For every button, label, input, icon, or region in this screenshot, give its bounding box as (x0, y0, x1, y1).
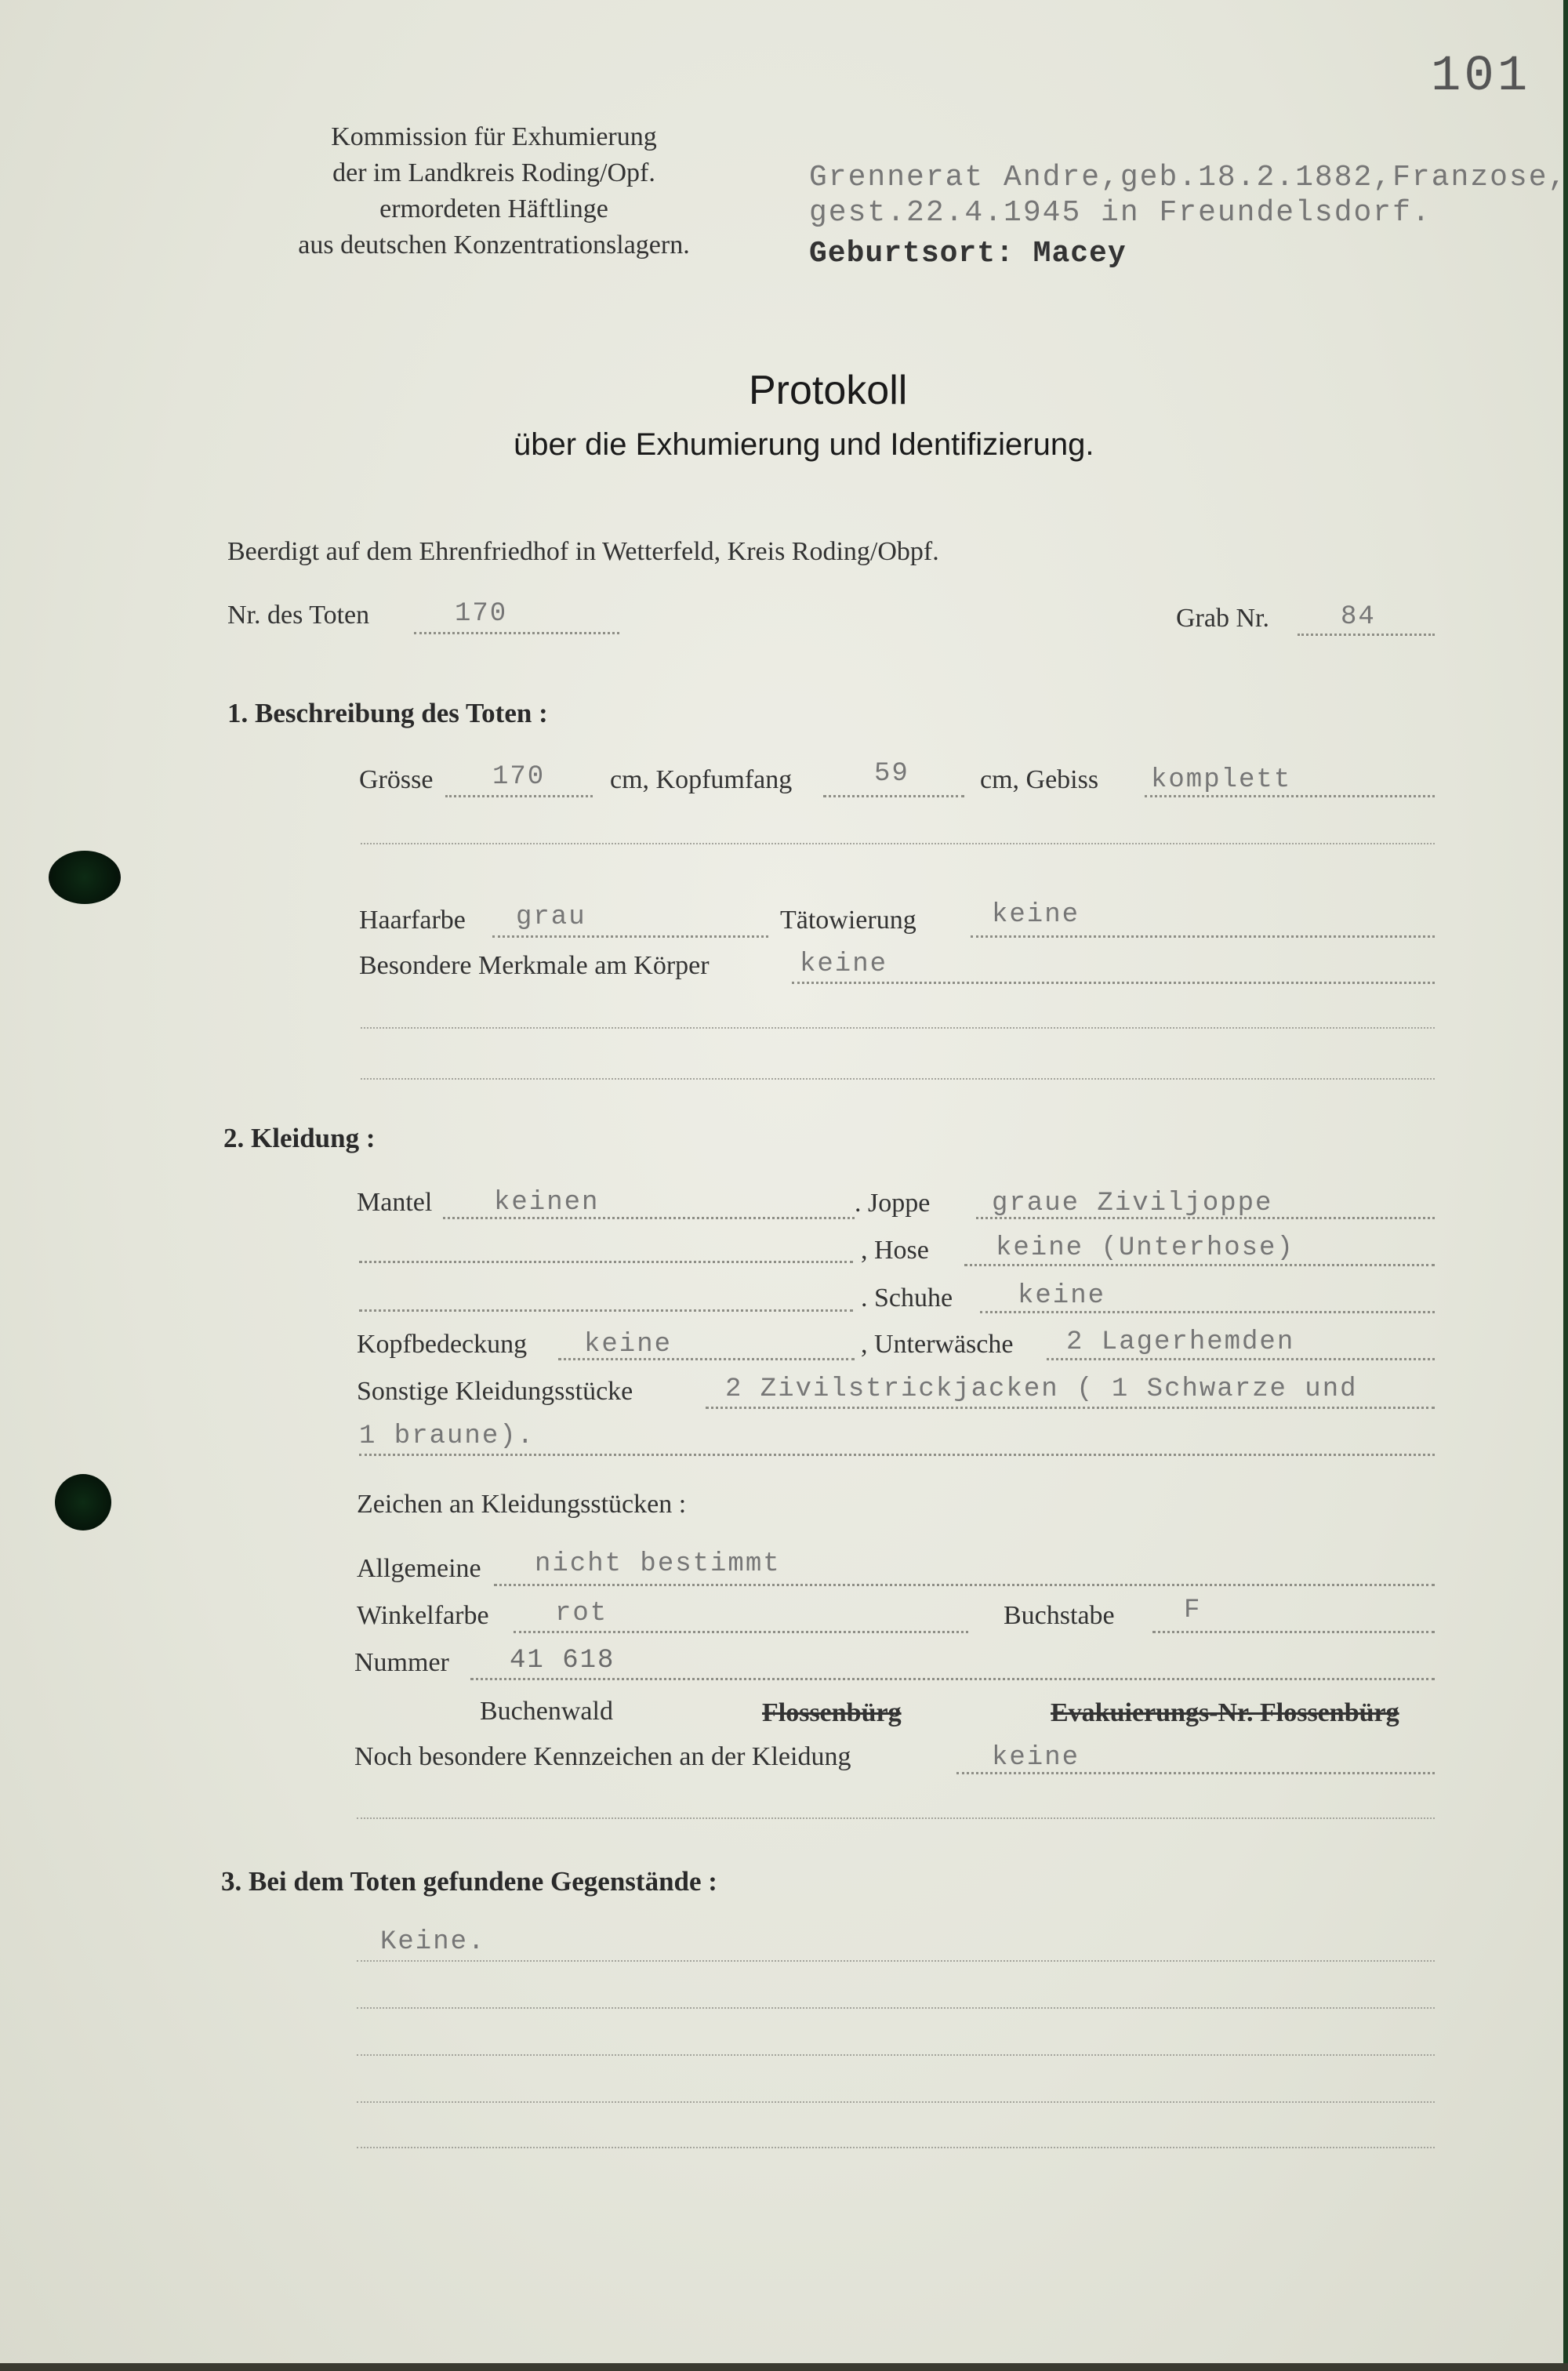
grab-nr-value: 84 (1341, 602, 1376, 632)
kopfumfang-label: cm, Kopfumfang (610, 765, 793, 794)
groesse-value: 170 (492, 762, 546, 792)
commission-line-1: Kommission für Exhumierung (331, 122, 657, 151)
grab-nr-line (1298, 634, 1435, 636)
buchenwald-label: Buchenwald (480, 1697, 613, 1726)
page-edge-bottom (0, 2363, 1568, 2371)
hose-label: , Hose (861, 1236, 929, 1265)
buchstabe-label: Buchstabe (1004, 1601, 1115, 1630)
kopfbedeckung-value: keine (584, 1330, 673, 1360)
flossenbuerg-label: Flossenbürg (762, 1698, 902, 1727)
besondere-value: keine (992, 1743, 1080, 1773)
schuhe-value: keine (1018, 1281, 1106, 1311)
gebiss-label: cm, Gebiss (980, 765, 1099, 794)
merkmale-value: keine (800, 949, 888, 979)
zeichen-heading: Zeichen an Kleidungsstücken : (357, 1490, 687, 1519)
items-line-5 (357, 2147, 1435, 2148)
nr-des-toten-label: Nr. des Toten (227, 601, 370, 630)
section-3-heading: 3. Bei dem Toten gefundene Gegenstände : (221, 1866, 717, 1897)
blank-line (357, 1817, 1435, 1819)
groesse-label: Grösse (359, 765, 434, 794)
hose-left-line (359, 1261, 853, 1263)
joppe-value: graue Ziviljoppe (992, 1189, 1273, 1218)
schuhe-line (980, 1311, 1435, 1313)
nummer-label: Nummer (354, 1648, 449, 1677)
evakuierung-label: Evakuierungs-Nr. Flossenbürg (1051, 1698, 1399, 1727)
commission-line-4: aus deutschen Konzentrationslagern. (298, 231, 690, 260)
punch-hole-bottom (55, 1474, 111, 1530)
winkelfarbe-value: rot (555, 1599, 608, 1628)
sonstige-label: Sonstige Kleidungsstücke (357, 1377, 633, 1406)
groesse-line (445, 795, 593, 797)
items-line-2 (357, 2007, 1435, 2009)
blank-line (361, 1027, 1435, 1029)
unterwaesche-label: , Unterwäsche (861, 1330, 1014, 1359)
typed-birthplace: Geburtsort: Macey (809, 237, 1127, 271)
nummer-line (470, 1678, 1435, 1680)
kopfumfang-value: 59 (874, 759, 909, 789)
unterwaesche-value: 2 Lagerhemden (1066, 1327, 1295, 1357)
sonstige-line-1 (706, 1407, 1435, 1409)
items-line-1 (357, 1960, 1435, 1962)
nr-des-toten-value: 170 (455, 599, 508, 629)
merkmale-line (792, 982, 1435, 984)
section-3-value: Keine. (380, 1927, 486, 1957)
kopfumfang-line (823, 795, 964, 797)
document-subtitle: über die Exhumierung und Identifizierung. (514, 427, 1094, 462)
kopfbedeckung-label: Kopfbedeckung (357, 1330, 528, 1359)
nummer-value: 41 618 (510, 1646, 615, 1676)
commission-line-3: ermordeten Häftlinge (379, 194, 608, 223)
mantel-label: Mantel (357, 1188, 433, 1217)
taetowierung-line (971, 935, 1435, 938)
page-number: 101 (1431, 49, 1531, 105)
hose-line (964, 1264, 1435, 1266)
typed-person-line-1: Grennerat Andre,geb.18.2.1882,Franzose, (809, 161, 1568, 194)
grab-nr-label: Grab Nr. (1176, 604, 1269, 633)
haarfarbe-value: grau (516, 902, 586, 932)
page-edge (1563, 0, 1568, 2371)
buchstabe-value: F (1184, 1596, 1202, 1625)
sonstige-value-2: 1 braune). (359, 1422, 535, 1451)
section-1-heading: 1. Beschreibung des Toten : (227, 698, 548, 728)
commission-header (259, 119, 729, 263)
winkelfarbe-label: Winkelfarbe (357, 1601, 489, 1630)
burial-line: Beerdigt auf dem Ehrenfriedhof in Wetterfeld, Kreis Roding/Obpf. (227, 537, 939, 566)
besondere-label: Noch besondere Kennzeichen an der Kleidung (354, 1742, 851, 1771)
sonstige-value-1: 2 Zivilstrickjacken ( 1 Schwarze und (725, 1374, 1358, 1404)
blank-line (361, 843, 1435, 844)
schuhe-left-line (359, 1309, 853, 1312)
document-title: Protokoll (749, 368, 908, 413)
nr-des-toten-line (414, 632, 619, 634)
unterwaesche-line (1047, 1358, 1435, 1360)
items-line-3 (357, 2054, 1435, 2056)
mantel-value: keinen (494, 1188, 600, 1218)
commission-line-2: der im Landkreis Roding/Opf. (332, 158, 655, 187)
schuhe-label: . Schuhe (861, 1284, 953, 1313)
taetowierung-label: Tätowierung (780, 906, 916, 935)
allgemeine-line (494, 1584, 1435, 1586)
allgemeine-value: nicht bestimmt (535, 1549, 781, 1579)
punch-hole-top (49, 851, 121, 904)
items-line-4 (357, 2101, 1435, 2103)
section-2-heading: 2. Kleidung : (223, 1123, 376, 1153)
buchstabe-line (1152, 1631, 1435, 1633)
haarfarbe-label: Haarfarbe (359, 906, 466, 935)
joppe-label: . Joppe (855, 1189, 931, 1218)
blank-line (361, 1078, 1435, 1080)
gebiss-line (1145, 795, 1435, 797)
hose-value: keine (Unterhose) (996, 1233, 1294, 1263)
typed-person-line-2: gest.22.4.1945 in Freundelsdorf. (809, 196, 1432, 230)
gebiss-value: komplett (1151, 765, 1292, 795)
taetowierung-value: keine (992, 900, 1080, 930)
sonstige-line-2 (359, 1454, 1435, 1456)
allgemeine-label: Allgemeine (357, 1554, 481, 1583)
winkelfarbe-line (514, 1631, 968, 1633)
haarfarbe-line (492, 935, 768, 938)
merkmale-label: Besondere Merkmale am Körper (359, 951, 710, 980)
